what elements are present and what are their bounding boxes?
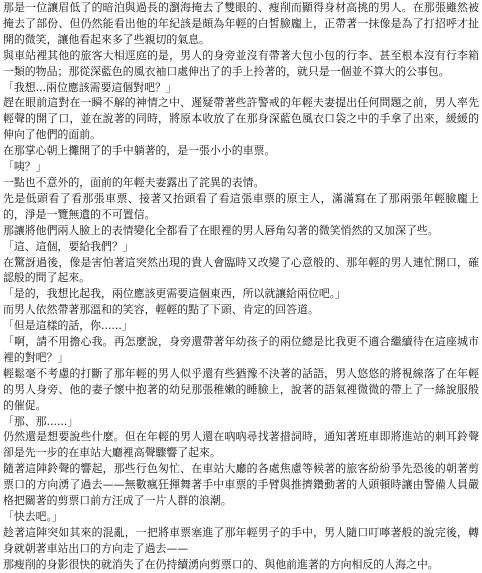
paragraph-3: 「我想...兩位應該需要這個對吧？」 bbox=[3, 80, 177, 94]
paragraph-9: 那讓將他們兩人臉上的表情變化全都看了在眼裡的男人唇角勾著的微笑悄然的又加深了些。 bbox=[3, 223, 439, 237]
paragraph-11: 在驚訝過後，像是害怕著這突然出現的貴人會臨時又改變了心意般的、那年輕的男人連忙開口，確認般的問了起來。 bbox=[3, 255, 479, 285]
paragraph-15: 「啊，請不用擔心我。再怎麼說，身旁還帶著年幼孩子的兩位總是比我更不適合繼續待在這座城市裡的對吧？」 bbox=[3, 335, 479, 364]
paragraph-20: 「快去吧。」 bbox=[3, 510, 63, 523]
paragraph-17: 「那、那......」 bbox=[3, 414, 79, 428]
document-page bbox=[3, 0, 479, 571]
paragraph-4: 趕在眼前這對在一瞬不解的神情之中、遲疑帶著些許警戒的年輕夫妻提出任何問題之前，男人率先輕聲的開了口，並在說著的同時，將原本收放了在那身深藍色風衣口袋之中的手拿了出來，緩緩的伸向了他們的面前。 bbox=[3, 96, 479, 142]
paragraph-1: 那是一位讓眉低了的暗泊與過長的瀏海掩去了雙眼的、瘦削而顯得身材高挑的男人。在那張雖然被掩去了部份、但仍然能看出他的年紀該是頗為年輕的白皙臉龐上，正帶著一抹像是為了打招呼才扯開的微笑，讓他看起來多了些親切的氣息。 bbox=[3, 1, 479, 46]
paragraph-21: 趁著這陣突如其來的混亂，一把將車票塞進了那年輕男子的手中，男人隨口叮嚀著般的說完後，轉身就朝著車站出口的方向走了過去—— bbox=[3, 525, 479, 555]
paragraph-13: 而男人依然帶著那溫和的笑容，輕輕的點了下頭、肯定的回答道。 bbox=[3, 303, 319, 317]
paragraph-8: 先是低頭看了看那張車票、接著又抬頭看了看這張車票的原主人，滿滿寫在了那兩張年輕臉龐上的，淨是一覽無遺的不可置信。 bbox=[3, 191, 479, 221]
paragraph-7: 一點也不意外的，面前的年輕夫妻露出了詫異的表情。 bbox=[3, 175, 265, 189]
paragraph-22: 那瘦削的身影很快的就消失了在仍持續湧向剪票口的、與他前進著的方向相反的人海之中。 bbox=[3, 557, 439, 571]
paragraph-10: 「這、這個，要給我們？」 bbox=[3, 239, 134, 253]
paragraph-19: 隨著這陣鈴聲的響起，那些行色匆忙、在車站大廳的各處焦慮等候著的旅客紛紛爭先恐後的朝著剪票口的方向湧了過去——無數瘋狂揮舞著手中車票的手臂與推擠鑽動著的人頭頓時讓由警備人員嚴格把關著的剪票口前方汪成了一片人群的浪潮。 bbox=[3, 462, 479, 508]
paragraph-18: 仍然還是想要說些什麼。但在年輕的男人還在吶吶尋找著措詞時，通知著班車即將進站的刺耳鈴聲卻是先一步的在車站大廳裡高聲驟響了起來。 bbox=[3, 430, 479, 460]
paragraph-6: 「咦？」 bbox=[3, 160, 47, 174]
paragraph-16: 輕鬆毫不考慮的打斷了那年輕的男人似乎還有些猶豫不決著的話語，男人悠悠的將視線落了在年輕的男人身旁、他的妻子懷中抱著的幼兒那張稚嫩的睡臉上，說著的語氣裡微微的帶上了一絲說服般的催促。 bbox=[3, 366, 479, 412]
paragraph-5: 在那掌心朝上攤開了的手中躺著的，是一張小小的車票。 bbox=[3, 144, 276, 158]
paragraph-2: 與車站裡其他的旅客大相逕庭的是，男人的身旁並沒有帶著大包小包的行李、甚至根本沒有行李箱一類的物品；那從深藍色的風衣袖口處伸出了的手上拎著的，就只是一個並不算大的公事包。 bbox=[3, 48, 479, 78]
paragraph-12: 「是的，我想比起我，兩位應該更需要這個東西，所以就讓給兩位吧。」 bbox=[3, 287, 347, 301]
paragraph-14: 「但是這樣的話，你......」 bbox=[3, 319, 133, 333]
